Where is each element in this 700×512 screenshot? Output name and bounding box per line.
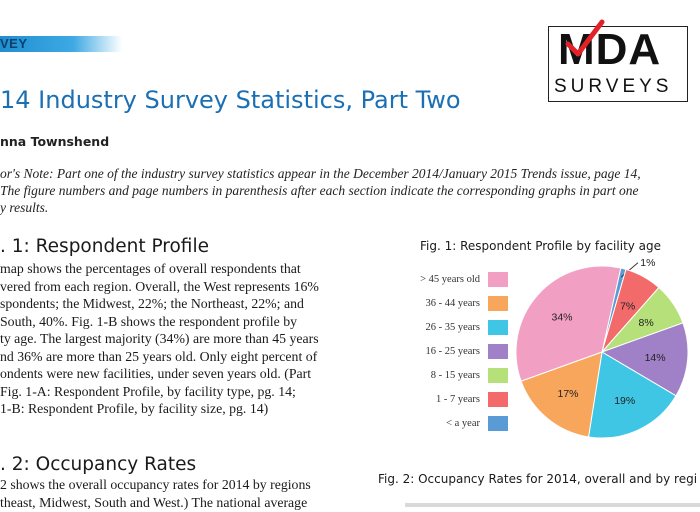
- body-line: Fig. 1-A: Respondent Profile, by facility type, pg. 14;: [0, 383, 296, 399]
- pie-value-label: 1%: [640, 256, 656, 269]
- section-tag-label: VEY: [0, 36, 28, 51]
- pie-value-label: 8%: [638, 317, 654, 330]
- body-line: 2 shows the overall occupancy rates for 2014 by regions: [0, 477, 311, 492]
- pie-value-label: 7%: [620, 300, 636, 313]
- legend-item: [378, 416, 508, 432]
- body-line: spondents; the Midwest, 22%; the Northeast, 22%; and: [0, 296, 304, 311]
- editors-note-line: y results.: [0, 200, 49, 215]
- fig2-bar-track: [405, 503, 700, 507]
- body-line: ondents were new facilities, under seven years old. (Part: [0, 366, 312, 381]
- editors-note-line: The figure numbers and page numbers in parenthesis after each section indicate the corresponding graphs in part one: [0, 183, 639, 198]
- legend-label: > 45 years old: [420, 274, 480, 285]
- body-line: vered from each region. Overall, the West represents 16%: [0, 278, 319, 294]
- fig1-title: Fig. 1: Respondent Profile by facility age: [420, 239, 662, 253]
- legend-item: [378, 392, 508, 408]
- legend-item: [378, 296, 508, 312]
- editors-note: [0, 165, 700, 216]
- article-author: nna Townshend: [0, 134, 110, 149]
- legend-label: 1 - 7 years: [435, 394, 480, 405]
- article-title: 14 Industry Survey Statistics, Part Two: [0, 86, 461, 114]
- fig1-pie-chart: [505, 255, 700, 450]
- fig2-bars: [405, 501, 700, 507]
- body-line: theast, Midwest, South and West.) The national average: [0, 494, 308, 510]
- body-line: 1-B: Respondent Profile, by facility size, pg. 14): [0, 401, 269, 416]
- body-line: map shows the percentages of overall respondents that: [0, 261, 301, 276]
- legend-item: [378, 344, 508, 360]
- legend-item: [378, 320, 508, 336]
- section1-heading: . 1: Respondent Profile: [0, 236, 209, 257]
- legend-item: [378, 272, 508, 288]
- body-line: ty age. The largest majority (34%) are more than 45 years: [0, 331, 319, 346]
- section-tag: [0, 36, 122, 52]
- mda-surveys-logo: [548, 18, 688, 102]
- section2-body: [0, 476, 345, 511]
- fig2-chart-preview: [405, 494, 700, 500]
- pie-value-label: 14%: [644, 352, 666, 365]
- legend-label: 8 - 15 years: [430, 370, 480, 381]
- section1-body: [0, 260, 345, 418]
- legend-label: < a year: [446, 418, 480, 429]
- pie-value-label: 17%: [557, 388, 579, 401]
- legend-label: 16 - 25 years: [425, 346, 480, 357]
- logo-mda-text: MDA: [558, 25, 662, 74]
- body-line: South, 40%. Fig. 1-B shows the respondent profile by: [0, 313, 297, 329]
- legend-item: [378, 368, 508, 384]
- body-line: nd 36% are more than 25 years old. Only eight percent of: [0, 348, 318, 364]
- legend-label: 26 - 35 years: [425, 322, 480, 333]
- checkmark-icon: [562, 18, 642, 58]
- editors-note-line: or's Note: Part one of the industry survey statistics appear in the December 2014/January 2015 Trends issue, page 14,: [0, 166, 641, 181]
- pie-value-label: 19%: [614, 395, 636, 408]
- section2-heading: . 2: Occupancy Rates: [0, 454, 197, 475]
- fig2-title: Fig. 2: Occupancy Rates for 2014, overall and by regi: [378, 472, 698, 486]
- legend-label: 36 - 44 years: [425, 298, 480, 309]
- pie-value-label: 34%: [551, 311, 573, 324]
- logo-surveys-text: SURVEYS: [554, 76, 673, 97]
